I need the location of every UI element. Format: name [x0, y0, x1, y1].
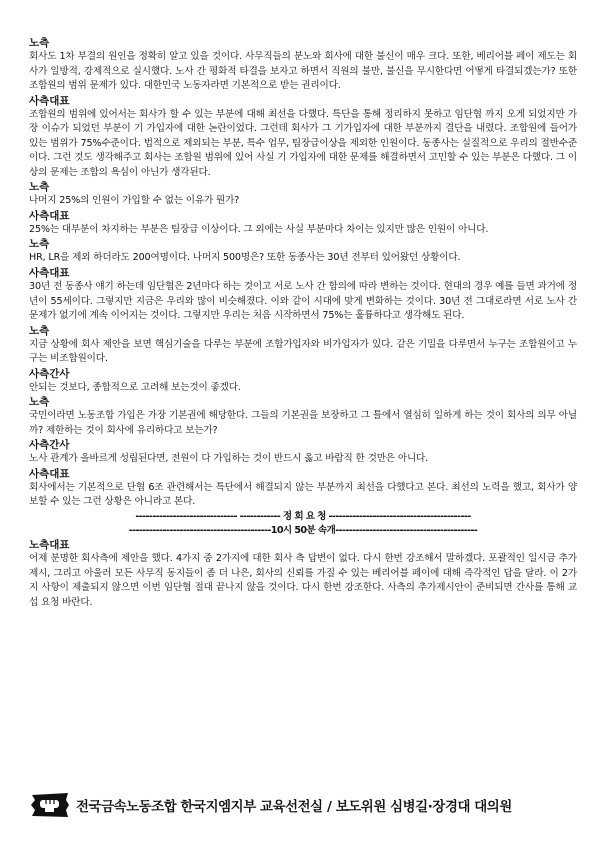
speaker-label: 노측 — [29, 37, 50, 49]
statement-text: 노사 관계가 올바르게 성립된다면, 전원이 다 가입하는 것이 반드시 옳고 바람직 한 것만은 아니다. — [29, 453, 429, 465]
statement-text: 조합원의 범위에 있어서는 회사가 할 수 있는 부분에 대해 최선을 다했다. 특단을 통해 정리하지 못하고 임단협 까지 오게 되었지만 가장 이슈가 되었던 부분이 기 가입자에 대한 논란이었다. 그런데 회사가 그 기가입자에 대한 부분까지 결단을 내렸다. 조합원에 들어가 있는 범위가 75%수준이다. 법적으로 제외되는 부분, 특수 업무, 팀장급이상을 제외한 인원이다. 동종사는 실질적으로 우리의 절반수준이다. 그런 것도 생각해주고 회사는 조합원 범위에 있어 사실 기 가입자에 대한 문제를 해결하면서 고민할 수 있는 부분은 다했다. 그 이상의 문제는 조합의 욕심이 아닌가 생각된다. — [29, 108, 577, 178]
transcript — [29, 36, 577, 610]
speaker-label: 노측 — [29, 238, 50, 251]
exchange-6 — [29, 266, 577, 324]
exchange-1 — [29, 36, 577, 94]
speaker-label: 노측대표 — [29, 539, 70, 552]
exchange-3 — [29, 180, 577, 209]
exchange-2 — [29, 94, 577, 181]
exchange-9 — [29, 395, 577, 438]
resume-divider: ------------------------------------------10시 50분 속개------------------------------------------ — [128, 525, 478, 537]
exchange-7 — [29, 324, 577, 367]
statement-text: 30년 전 동종사 얘기 하는데 임단협은 2년마다 하는 것이고 서로 노사 간 합의에 따라 변하는 것이다. 현대의 경우 예를 들면 과거에 정년이 55세이다. 그렇지만 지금은 우리와 많이 비슷해졌다. 이와 같이 시대에 맞게 변화하는 것이다. 30년 전 그대로라면 서로 노사 간 문제가 없기에 계속 이어지는 것이다. 그렇지만 우리는 처음 시작하면서 75%는 훌륭하다고 생각해도 된다. — [29, 281, 577, 322]
speaker-label: 노측 — [29, 181, 50, 194]
statement-text: 나머지 25%의 인원이 가입할 수 없는 이유가 뭔가? — [29, 195, 240, 207]
union-fist-logo-icon — [30, 791, 70, 819]
statement-text: 회사에서는 기본적으로 단협 6조 관련해서는 특단에서 해결되지 않는 부분까지 최선을 다했다고 본다. 최선의 노력을 했고, 회사가 양보할 수 있는 그런 상황은 아니라고 본다. — [29, 481, 577, 508]
speaker-label: 사측간사 — [29, 367, 70, 380]
statement-text: 국민이라면 노동조합 가입은 가장 기본권에 해당한다. 그들의 기본권을 보장하고 그 틀에서 열심히 일하게 하는 것이 회사의 의무 아닐까? 제한하는 것이 회사에 유리하다고 보는가? — [29, 410, 577, 436]
statement-text: 회사도 1차 부결의 원인을 정확히 알고 있을 것이다. 사무직들의 분노와 회사에 대한 불신이 매우 크다. 또한, 베리어블 페이 제도는 회사가 일방적, 강제적으로 실시했다. 노사 간 평화적 타결을 보자고 하면서 직원의 불만, 불신을 무시한다면 어떻게 타결되겠는가? 또한 조합원의 범위 문제가 있다. 대한민국 노동자라면 기본적으로 받는 권리이다. — [29, 51, 577, 92]
recess-divider: ------------------------------ ------------ 정 회 요 청 ------------------------------------------ — [135, 511, 471, 523]
speaker-label: 사측간사 — [29, 439, 70, 452]
statement-text: 어제 분명한 회사측에 제안을 했다. 4가지 중 2가지에 대한 회사 측 답변이 없다. 다시 한번 강조해서 말하겠다. 포괄적인 일시금 추가제시, 그리고 아울러 모든 사무직 동지들이 좀 더 나은, 회사의 신뢰를 가질 수 있는 베리어블 페이에 대해 즉각적인 답을 달라. 이 2가지 사항이 제출되지 않으면 이번 임단협 절대 끝나지 않을 것이다. 다시 한번 강조한다. 사측의 추가제시안이 준비되면 간사를 통해 교섭 요청 바란다. — [29, 553, 577, 608]
footer-credit: 전국금속노동조합 한국지엠지부 교육선전실 / 보도위원 심병길·장경대 대의원 — [76, 799, 512, 815]
exchange-5 — [29, 237, 577, 266]
exchange-8 — [29, 367, 577, 396]
speaker-label: 노측 — [29, 396, 50, 409]
exchange-4 — [29, 209, 577, 238]
footer — [30, 790, 578, 820]
speaker-label: 노측 — [29, 324, 50, 337]
statement-text: HR, LR을 제외 하더라도 200여명이다. 나머지 500명은? 또한 동종사는 30년 전부터 있어왔던 상황이다. — [29, 252, 461, 264]
exchange-final — [29, 538, 577, 610]
statement-text: 25%는 대부분이 차지하는 부분은 팀장급 이상이다. 그 외에는 사실 부분마다 차이는 있지만 많은 인원이 아니다. — [29, 223, 489, 235]
exchange-10 — [29, 438, 577, 467]
speaker-label: 사측대표 — [29, 94, 70, 107]
speaker-label: 사측대표 — [29, 209, 70, 222]
speaker-label: 사측대표 — [29, 467, 70, 480]
statement-text: 안되는 것보다, 종합적으로 고려해 보는것이 좋겠다. — [29, 381, 241, 393]
statement-text: 지금 상황에 회사 제안을 보면 핵심기술을 다루는 부분에 조합가입자와 비가입자가 있다. 같은 기밀을 다루면서 누구는 조합원이고 누구는 비조합원이다. — [29, 338, 577, 365]
speaker-label: 사측대표 — [29, 267, 70, 280]
exchange-11 — [29, 467, 577, 510]
